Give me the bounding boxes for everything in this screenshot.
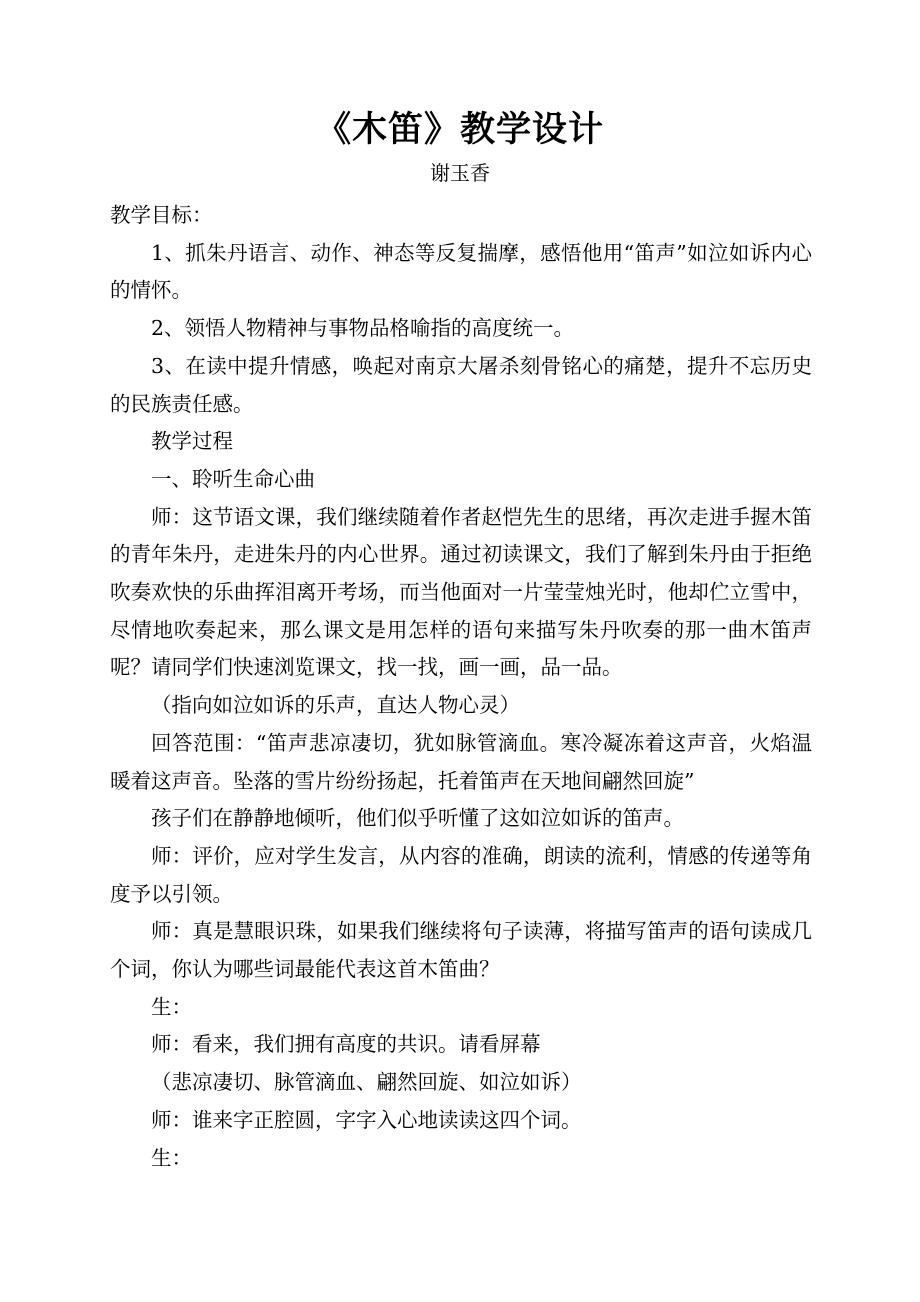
paragraph-teacher-words: 师：真是慧眼识珠，如果我们继续将句子读薄，将描写笛声的语句读成几个词，你认为哪些词最能代表这首木笛曲？ [110,919,812,982]
paragraph-answer-range: 回答范围：“笛声悲凉凄切，犹如脉管滴血。寒冷凝冻着这声音，火焰温暖着这声音。坠落的雪片纷纷扬起，托着笛声在天地间翩然回旋” [110,730,812,793]
paragraph-note: （指向如泣如诉的乐声，直达人物心灵） [151,693,520,718]
document-author: 谢玉香 [430,161,490,185]
paragraph-student-1: 生： [151,994,192,1019]
section-heading: 一、聆听生命心曲 [151,466,315,491]
goal-item-2: 2、领悟人物精神与事物品格喻指的高度统一。 [151,316,575,341]
process-heading: 教学过程 [151,429,233,454]
paragraph-teacher-read: 师：谁来字正腔圆，字字入心地读读这四个词。 [151,1107,582,1132]
paragraph-teacher-evaluate: 师：评价，应对学生发言，从内容的准确，朗读的流利，情感的传递等角度予以引领。 [110,843,812,906]
paragraph-children-listen: 孩子们在静静地倾听，他们似乎听懂了这如泣如诉的笛声。 [151,806,684,831]
goals-heading: 教学目标： [110,203,213,227]
goal-item-1: 1、抓朱丹语言、动作、神态等反复揣摩，感悟他用“笛声”如泣如诉内心的情怀。 [110,240,812,303]
paragraph-student-2: 生： [151,1145,192,1170]
paragraph-teacher-screen: 师：看来，我们拥有高度的共识。请看屏幕 [151,1032,541,1057]
paragraph-four-words: （悲凉凄切、脉管滴血、翩然回旋、如泣如诉） [151,1070,582,1095]
goal-item-3: 3、在读中提升情感，唤起对南京大屠杀刻骨铭心的痛楚，提升不忘历史的民族责任感。 [110,353,812,416]
paragraph-teacher-intro: 师：这节语文课，我们继续随着作者赵恺先生的思绪，再次走进手握木笛的青年朱丹，走进朱丹的内心世界。通过初读课文，我们了解到朱丹由于拒绝吹奏欢快的乐曲挥泪离开考场，而当他面对一片莹莹烛光时，他却伫立雪中，尽情地吹奏起来，那么课文是用怎样的语句来描写朱丹吹奏的那一曲木笛声呢？请同学们快速浏览课文，找一找，画一画，品一品。 [110,504,812,680]
document-body [110,197,812,1177]
document-title: 《木笛》教学设计 [315,109,604,150]
